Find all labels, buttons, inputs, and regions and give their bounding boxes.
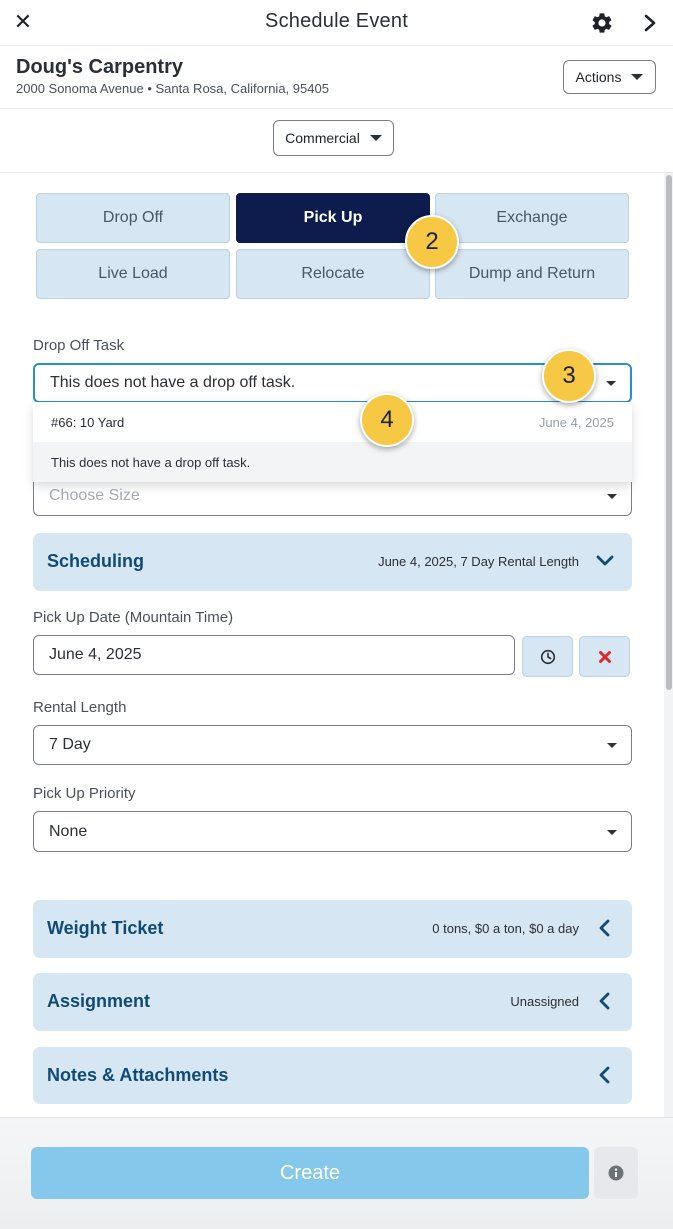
info-icon	[608, 1165, 624, 1181]
create-event-button[interactable]: Create	[31, 1147, 589, 1199]
pickup-date-input[interactable]	[33, 635, 515, 675]
close-icon[interactable]: ✕	[13, 9, 33, 34]
actions-button[interactable]	[563, 60, 656, 94]
dropdown-option[interactable]	[33, 402, 632, 442]
event-type-live-load[interactable]: Live Load	[36, 249, 230, 299]
assignment-panel[interactable]	[33, 973, 632, 1031]
title-bar	[0, 0, 673, 46]
chevron-right-icon[interactable]	[640, 12, 660, 34]
event-type-dump-and-return[interactable]: Dump and Return	[435, 249, 629, 299]
priority-label: Pick Up Priority	[33, 785, 136, 802]
gear-icon[interactable]	[590, 11, 614, 35]
clock-icon	[540, 649, 556, 665]
option-label: #66: 10 Yard	[51, 414, 125, 430]
chevron-down-icon	[596, 551, 614, 571]
notes-title: Notes & Attachments	[47, 1065, 229, 1085]
chevron-left-icon	[596, 918, 614, 938]
weight-ticket-title: Weight Ticket	[47, 918, 164, 938]
priority-value: None	[49, 822, 88, 840]
customer-header	[0, 46, 673, 109]
caret-down-icon	[370, 135, 382, 141]
drop-off-task-label: Drop Off Task	[33, 337, 125, 354]
customer-type-dropdown[interactable]	[273, 120, 394, 156]
scheduling-title: Scheduling	[47, 551, 145, 571]
drop-off-task-value: This does not have a drop off task.	[50, 374, 296, 391]
caret-down-icon	[606, 381, 616, 386]
assignment-summary: Unassigned	[510, 994, 579, 1009]
callout-badge-2: 2	[405, 215, 459, 269]
close-icon	[598, 650, 612, 664]
event-type-relocate[interactable]: Relocate	[236, 249, 430, 299]
pickup-date-value: June 4, 2025	[49, 646, 142, 663]
clear-date-button[interactable]	[579, 636, 630, 677]
dropdown-option[interactable]	[33, 442, 632, 482]
info-button[interactable]	[594, 1147, 638, 1199]
assignment-title: Assignment	[47, 991, 151, 1011]
scheduling-panel[interactable]	[33, 533, 632, 591]
event-type-exchange[interactable]: Exchange	[435, 193, 629, 243]
drop-off-task-options	[33, 402, 632, 482]
priority-select[interactable]	[33, 811, 632, 852]
chevron-left-icon	[596, 1065, 614, 1085]
caret-down-icon	[607, 743, 617, 748]
customer-address: 2000 Sonoma Avenue • Santa Rosa, California, 95405	[16, 81, 329, 96]
option-label: This does not have a drop off task.	[51, 454, 251, 470]
page-title: Schedule Event	[265, 10, 408, 32]
caret-down-icon	[607, 494, 617, 499]
weight-ticket-summary: 0 tons, $0 a ton, $0 a day	[432, 921, 579, 936]
weight-ticket-panel[interactable]	[33, 900, 632, 958]
rental-length-value: 7 Day	[49, 736, 91, 753]
size-placeholder: Choose Size	[49, 486, 140, 504]
customer-type-label: Commercial	[285, 130, 360, 146]
actions-label: Actions	[575, 69, 622, 85]
rental-length-select[interactable]	[33, 725, 632, 765]
notes-attachments-panel[interactable]	[33, 1047, 632, 1104]
pickup-date-label: Pick Up Date (Mountain Time)	[33, 609, 234, 626]
time-button[interactable]	[522, 636, 573, 677]
callout-badge-3: 3	[542, 349, 596, 403]
customer-type-bar	[0, 109, 673, 173]
caret-down-icon	[631, 74, 643, 80]
event-type-drop-off[interactable]: Drop Off	[36, 193, 230, 243]
callout-badge-4: 4	[360, 393, 414, 447]
scrollbar-thumb[interactable]	[666, 175, 672, 690]
scheduling-summary: June 4, 2025, 7 Day Rental Length	[378, 554, 579, 569]
caret-down-icon	[607, 830, 617, 835]
event-type-pick-up[interactable]: Pick Up	[236, 193, 430, 243]
customer-name: Doug's Carpentry	[16, 56, 184, 78]
footer-bar	[0, 1117, 673, 1229]
chevron-left-icon	[596, 991, 614, 1011]
rental-length-label: Rental Length	[33, 699, 127, 716]
option-date: June 4, 2025	[538, 414, 614, 430]
